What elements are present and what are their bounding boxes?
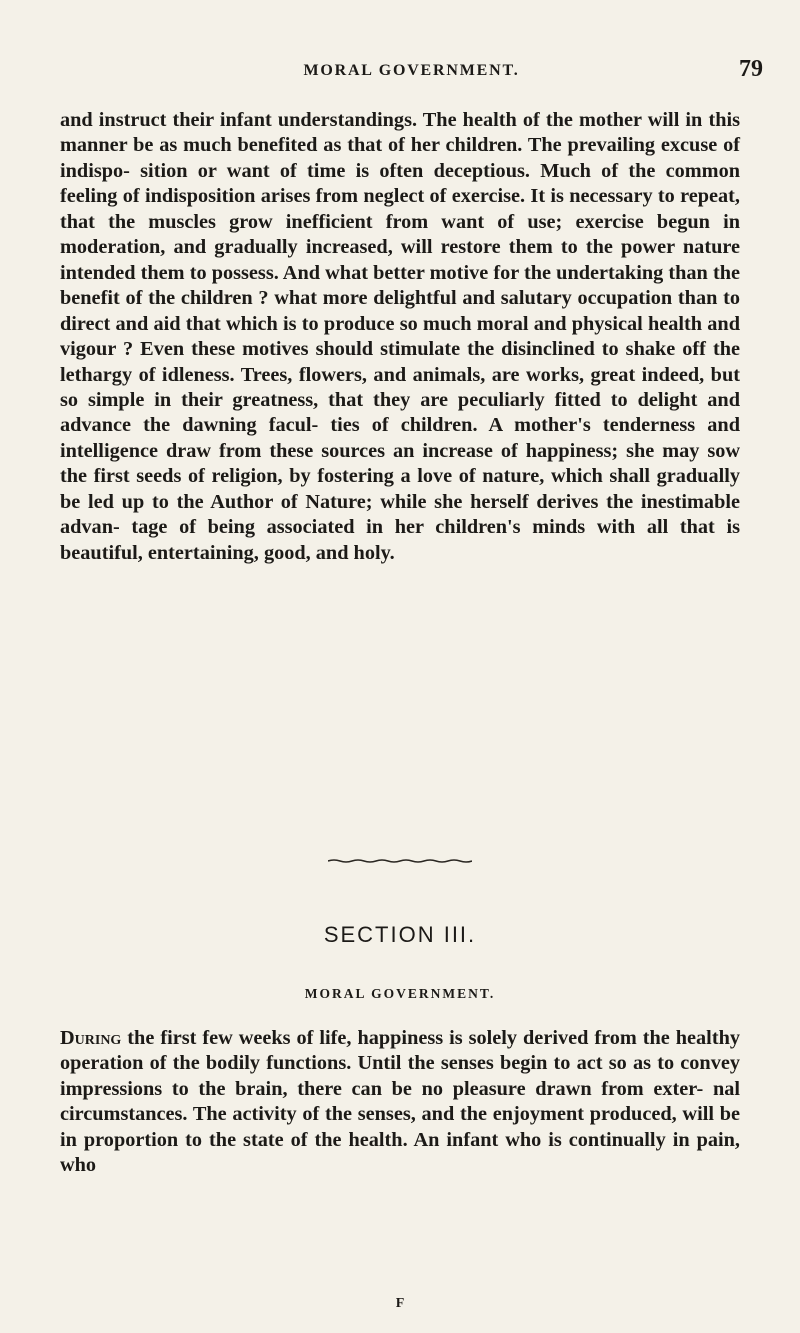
section-heading: SECTION III. [323, 922, 477, 947]
ornamental-divider [328, 859, 472, 863]
paragraph-2-text: the first few weeks of life, happiness is solely derived from the healthy operation of the bodily functions. Until the senses begin to act so as to convey impressions to the brain, there can be no pleasure drawn from exter- nal circumstances. The activity of the senses, and the enjoyment produced, will be in proportion to the state of the health. An infant who is continually in pain, who [60, 1027, 740, 1177]
paragraph-2 [60, 1026, 740, 1179]
paragraph-2-lead-word: During [60, 1027, 122, 1049]
signature-mark: F [395, 1296, 405, 1311]
running-title: MORAL GOVERNMENT. [303, 62, 520, 79]
running-head [60, 58, 763, 84]
page-number: 79 [739, 56, 763, 82]
paragraph-1: and instruct their infant understandings. The health of the mother will in this manner be as much benefited as that of her children. The prevailing excuse of indispo- sition or want of time is often deceptious. Much of the common feeling of indisposition arises from neglect of exercise. It is necessary to repeat, that the muscles grow inefficient from want of use; exercise begun in moderation, and gradually increased, will restore them to the power nature intended them to possess. And what better motive for the undertaking than the benefit of the children ? what more delightful and salutary occupation than to direct and aid that which is to produce so much moral and physical health and vigour ? Even these motives should stimulate the disinclined to shake off the lethargy of idleness. Trees, flowers, and animals, are works, great indeed, but so simple in their greatness, that they are peculiarly fitted to delight and advance the dawning facul- ties of children. A mother's tenderness and intelligence draw from these sources an increase of happiness; she may sow the first seeds of religion, by fostering a love of nature, which shall gradually be led up to the Author of Nature; while she herself derives the inestimable advan- tage of being associated in her children's minds with all that is beautiful, entertaining, good, and holy. [60, 109, 740, 564]
section-subtitle: MORAL GOVERNMENT. [304, 986, 496, 1001]
